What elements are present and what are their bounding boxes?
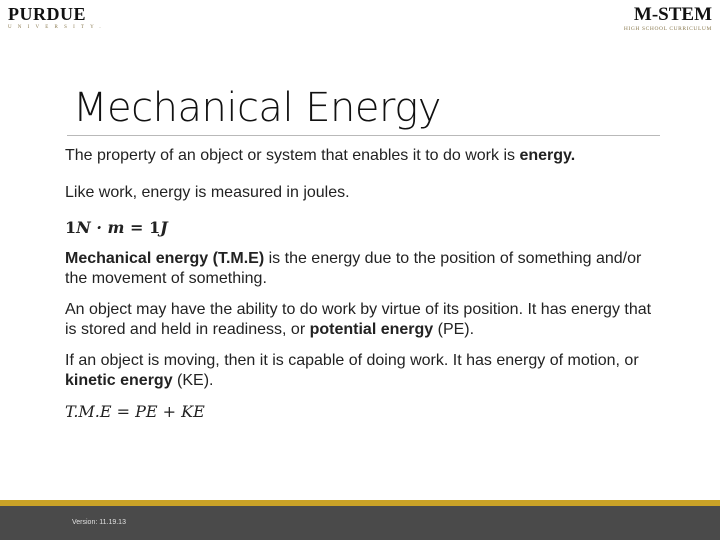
p1-text: The property of an object or system that enables it to do work is <box>65 147 520 164</box>
eq1-coef: 1 <box>65 218 77 237</box>
slide-content <box>65 146 665 422</box>
paragraph-mechanical-energy <box>65 249 665 289</box>
eq1-joule: J <box>160 218 168 237</box>
eq1-coef2: 1 <box>148 218 161 237</box>
p5-text: An object may have the ability to do work by virtue of its position. It has energy that is stored and held in readiness, or <box>65 301 652 338</box>
p6-text: If an object is moving, then it is capable of doing work. It has energy of motion, or <box>65 352 639 369</box>
purdue-logo-subtitle: UNIVERSITY. <box>8 25 107 30</box>
equation-total-mechanical-energy: T.M.E = PE + KE <box>65 402 205 421</box>
eq1-units: N · m <box>76 218 125 237</box>
p6-end: (KE). <box>172 372 214 389</box>
purdue-logo <box>8 4 107 30</box>
p4-text: is the energy due to the position of something and/or the movement of something. <box>65 250 642 287</box>
p1-bold: energy. <box>519 147 576 164</box>
p5-end: (PE). <box>433 321 475 338</box>
p5-bold: potential energy <box>309 321 434 338</box>
paragraph-joules: Like work, energy is measured in joules. <box>65 184 350 201</box>
mstem-logo-subtitle: HIGH SCHOOL CURRICULUM <box>623 26 712 32</box>
title-divider <box>67 135 660 136</box>
paragraph-energy-definition <box>65 146 665 166</box>
purdue-logo-word: PURDUE <box>8 4 86 24</box>
paragraph-potential-energy <box>65 300 665 340</box>
footer-bar <box>0 506 720 540</box>
version-label: Version: 11.19.13 <box>72 519 126 526</box>
equation-newton-meter <box>65 218 665 238</box>
paragraph-kinetic-energy <box>65 351 665 391</box>
slide-title: Mechanical Energy <box>73 85 441 131</box>
p4-bold: Mechanical energy (T.M.E) <box>65 250 265 267</box>
mstem-logo-word: M-STEM <box>633 4 712 25</box>
eq1-equals: = <box>124 218 149 237</box>
p6-bold: kinetic energy <box>65 372 173 389</box>
mstem-logo <box>624 4 712 32</box>
